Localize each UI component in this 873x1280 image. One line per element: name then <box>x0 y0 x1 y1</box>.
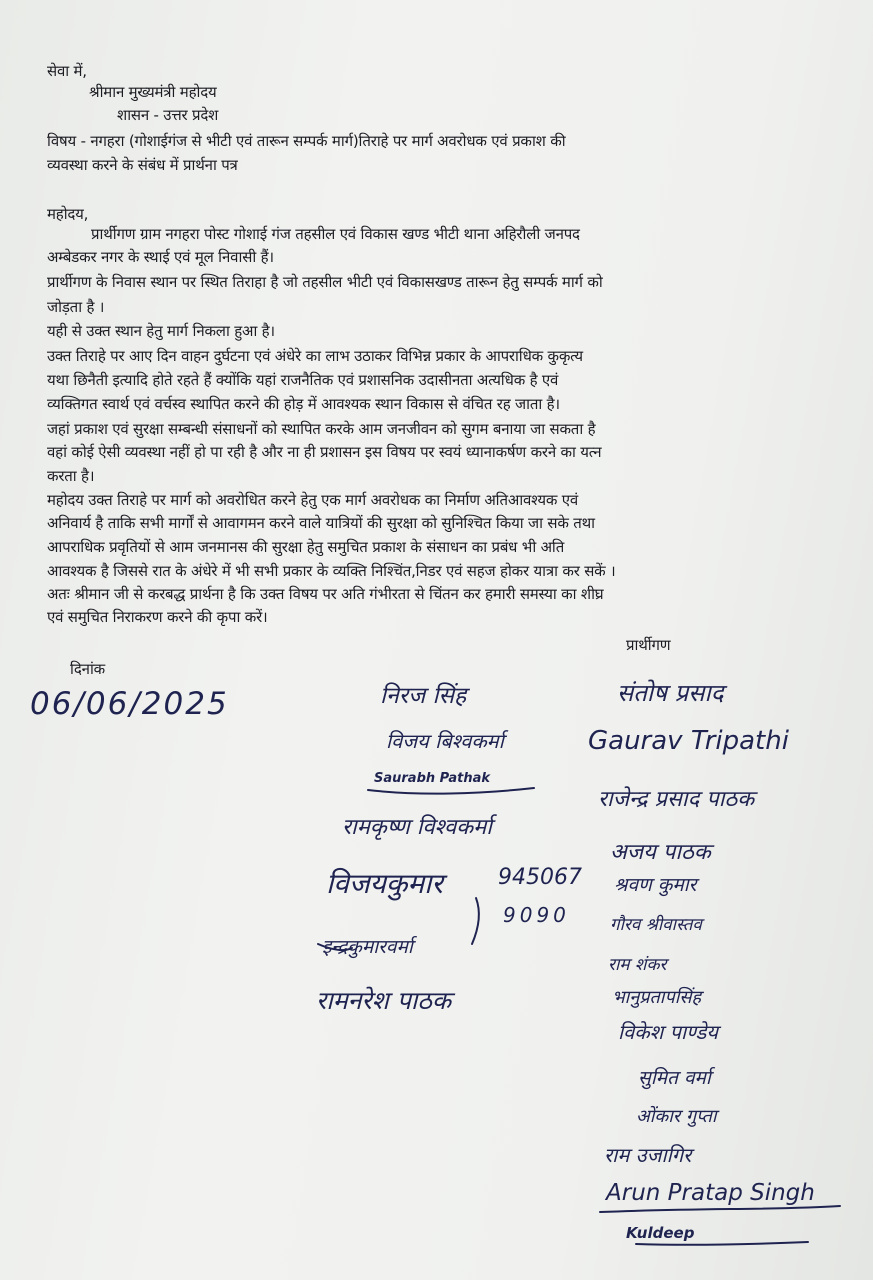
greeting: महोदय, <box>47 205 89 223</box>
salutation: सेवा में, <box>47 62 87 80</box>
body-line: व्यक्तिगत स्वार्थ एवं वर्चस्व स्थापित करने की होड़ में आवश्यक स्थान विकास से वंचित रह जाता है। <box>47 395 560 413</box>
ink-flourish <box>600 1206 840 1212</box>
body-line: यथा छिनैती इत्यादि होते रहते हैं क्योंकि यहां राजनैतिक एवं प्रशासनिक उदासीनता अत्यधिक है एवं <box>47 371 559 389</box>
recipient-line-1: श्रीमान मुख्यमंत्री महोदय <box>89 83 217 101</box>
signature: Saurabh Pathak <box>374 771 491 786</box>
signature: अजय पाठक <box>610 840 711 865</box>
body-line: आपराधिक प्रवृतियों से आम जनमानस की सुरक्षा हेतु समुचित प्रकाश के संसाधन का प्रबंध भी अति <box>47 538 565 556</box>
body-line: आवश्यक है जिससे रात के अंधेरे में भी सभी प्रकार के व्यक्ति निश्चिंत,निडर एवं सहज होकर यात्रा कर सकें । <box>47 562 616 580</box>
signature: Arun Pratap Singh <box>606 1180 815 1206</box>
body-line: अनिवार्य है ताकि सभी मार्गों से आवागमन करने वाले यात्रियों की सुरक्षा को सुनिश्चित किया जा सके तथा <box>47 514 595 532</box>
signature: निरज सिंह <box>380 683 467 709</box>
signature: विकेश पाण्डेय <box>618 1020 718 1044</box>
date-label: दिनांक <box>70 660 105 678</box>
body-line: जहां प्रकाश एवं सुरक्षा सम्बन्धी संसाधनों को स्थापित करके आम जनजीवन को सुगम बनाया जा सकता है <box>47 420 596 438</box>
body-line: उक्त तिराहे पर आए दिन वाहन दुर्घटना एवं अंधेरे का लाभ उठाकर विभिन्न प्रकार के आपराधिक कुकृत्य <box>47 347 583 365</box>
body-line: प्रार्थीगण के निवास स्थान पर स्थित तिराहा है जो तहसील भीटी एवं विकासखण्ड तारून हेतु सम्पर्क मार्ग को <box>47 273 603 291</box>
subject-line-1: विषय - नगहरा (गोशाईगंज से भीटी एवं तारून सम्पर्क मार्ग)तिराहे पर मार्ग अवरोधक एवं प्रकाश की <box>47 132 566 150</box>
date-value: 06/06/2025 <box>30 686 229 722</box>
signature: विजय बिश्वकर्मा <box>386 729 504 753</box>
recipient-line-2: शासन - उत्तर प्रदेश <box>117 106 219 124</box>
signature: 9090 <box>503 903 570 927</box>
signature: श्रवण कुमार <box>614 874 697 896</box>
signature: विजयकुमार <box>326 867 443 900</box>
body-line: एवं समुचित निराकरण करने की कृपा करें। <box>47 608 268 626</box>
ink-flourish <box>472 898 479 944</box>
signature: संतोष प्रसाद <box>617 679 724 707</box>
subject-line-2: व्यवस्था करने के संबंध में प्रार्थना पत्र <box>47 156 238 174</box>
body-line: यही से उक्त स्थान हेतु मार्ग निकला हुआ है। <box>47 322 275 340</box>
body-line: महोदय उक्त तिराहे पर मार्ग को अवरोधित करने हेतु एक मार्ग अवरोधक का निर्माण अतिआवश्यक एवं <box>47 491 578 509</box>
signature-underline <box>636 1242 808 1245</box>
signature: Kuldeep <box>626 1224 695 1242</box>
body-line: करता है। <box>47 467 95 485</box>
ink-flourish <box>318 944 352 950</box>
signature: सुमित वर्मा <box>638 1067 711 1089</box>
signature: ओंकार गुप्ता <box>636 1106 717 1127</box>
signature: रामकृष्ण विश्वकर्मा <box>342 815 492 840</box>
signature: रामनरेश पाठक <box>316 986 452 1015</box>
signature: इन्द्रकुमारवर्मा <box>322 936 413 958</box>
signature: राम शंकर <box>608 955 667 975</box>
petitioners-label: प्रार्थीगण <box>626 636 671 654</box>
signature: राम उजागिर <box>604 1143 692 1167</box>
body-line: अतः श्रीमान जी से करबद्ध प्रार्थना है कि उक्त विषय पर अति गंभीरता से चिंतन कर हमारी समस्या का शीघ्र <box>47 585 604 603</box>
signature: 945067 <box>498 865 582 890</box>
signature: भानुप्रतापसिंह <box>612 987 702 1008</box>
body-line: जोड़ता है । <box>47 298 105 316</box>
body-line: अम्बेडकर नगर के स्थाई एवं मूल निवासी हैं। <box>47 248 274 266</box>
signature-underline <box>368 788 534 794</box>
signature: राजेन्द्र प्रसाद पाठक <box>598 787 755 812</box>
body-line: प्रार्थीगण ग्राम नगहरा पोस्ट गोशाई गंज तहसील एवं विकास खण्ड भीटी थाना अहिरौली जनपद <box>91 225 580 243</box>
body-line: वहां कोई ऐसी व्यवस्था नहीं हो पा रही है और ना ही प्रशासन इस विषय पर स्वयं ध्यानाकर्षण करने का यत्न <box>47 443 602 461</box>
signature: गौरव श्रीवास्तव <box>610 915 702 935</box>
signature: Gaurav Tripathi <box>588 726 789 756</box>
